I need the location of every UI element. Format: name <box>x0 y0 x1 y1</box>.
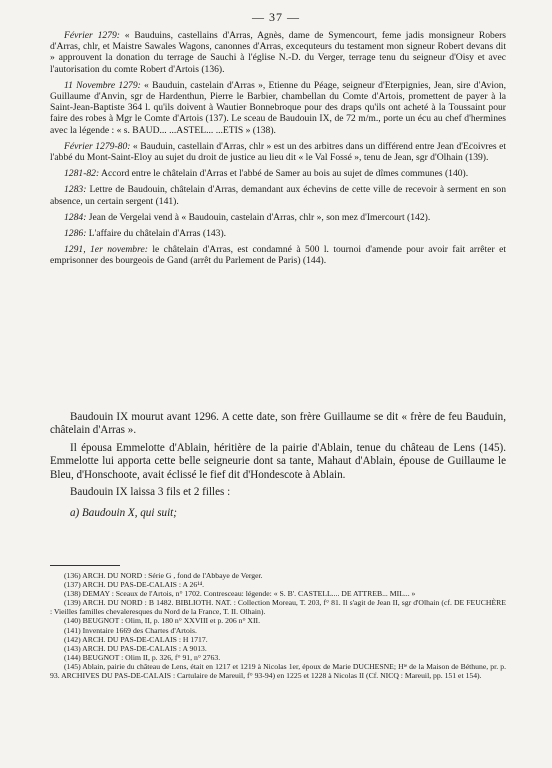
paragraph-death: Baudouin IX mourut avant 1296. A cette date, son frère Guillaume se dit « frère de feu Bauduin, châtelain d'Arras ». <box>50 411 506 437</box>
entry-1279-fevrier <box>50 30 506 75</box>
entry-date: 11 Novembre 1279: <box>64 79 141 91</box>
paragraph-marriage: Il épousa Emmelotte d'Ablain, héritière de la pairie d'Ablain, tenue du château de Lens (145). Emmelotte lui apporta cette belle seigneurie dont sa tante, Mahaut d'Ablain, épouse de Guillaume le Bleu, d'Honschoote, avait éclissé le fief dit d'Hondescote à Ablain. <box>50 441 506 481</box>
entry-1279-novembre <box>50 80 506 136</box>
entry-1284 <box>50 212 506 223</box>
entry-1281-82 <box>50 168 506 179</box>
page-number: — 37 — <box>252 10 300 24</box>
entry-text: L'affaire du châtelain d'Arras (143). <box>86 228 227 240</box>
chronicle-entries <box>50 30 506 272</box>
entry-date: 1283: <box>64 184 87 196</box>
entry-date: 1284: <box>64 211 87 223</box>
footnote-142: (142) ARCH. DU PAS-DE-CALAIS : H 1717. <box>64 634 208 644</box>
entry-date: 1286: <box>64 228 87 240</box>
entry-text: « Bauduin, castellain d'Arras, chlr » est un des arbitres dans un différend entre Jean d'Ecoivres et l'abbé du Mont-Saint-Eloy au sujet du droit de justice au lieu dit « le Val Fossé », tenu de Jean, sgr d'Olhain (139). <box>50 140 506 164</box>
entry-text: le châtelain d'Arras, est condamné à 500 l. tournoi d'amende pour avoir fait arrêter et emprisonner des bourgeois de Gand (arrêt du Parlement de Paris) (144). <box>50 244 506 267</box>
footnote-138: (138) DEMAY : Sceaux de l'Artois, n° 1702. Contresceau: légende: « S. B'. CASTELL.... DE ATTREB... MIL... » <box>64 589 416 599</box>
footnote-141: (141) Inventaire 1669 des Chartes d'Artois. <box>64 625 197 635</box>
footnotes <box>50 571 506 680</box>
footnote-137: (137) ARCH. DU PAS-DE-CALAIS : A 26¹⁴. <box>64 580 205 590</box>
entry-1291 <box>50 244 506 266</box>
entry-date: 1291, 1er novembre: <box>64 244 148 256</box>
entry-1279-80 <box>50 141 506 163</box>
paragraph-heir: a) Baudouin X, qui suit; <box>70 507 177 520</box>
footnote-143: (143) ARCH. DU PAS-DE-CALAIS : A 9013. <box>64 643 207 653</box>
entry-text: Lettre de Baudouin, châtelain d'Arras, demandant aux échevins de cette ville de recevoir à serment en son absence, un certain sergent (141). <box>50 184 506 207</box>
entry-1286 <box>50 228 506 239</box>
entry-date: Février 1279-80: <box>64 140 131 152</box>
main-narrative <box>50 411 506 525</box>
entry-text: « Bauduin, castelain d'Arras », Etienne du Péage, seigneur d'Eterpignies, Jean, sire d'Avion, Guillaume d'Anvin, sgr de Hardenthun, Pierre le Barbier, chambellan du Comte d'Artois, promettent de payer à la Saint-Jean-Baptiste 364 l. qu'ils doivent à Wautier Bonnebroque pour des draps qu'ils ont acheté à la Toussaint pour faire des robes à Mgr le Comte d'Artois (137). Le sceau de Baudouin IX, de 72 m/m., porte un écu au chef d'hermines avec la légende : « s. BAUD... ...ASTEL... ...ETIS » (138). <box>50 79 506 136</box>
footnote-145: (145) Ablain, pairie du château de Lens, était en 1217 et 1219 à Nicolas 1er, époux de Marie DUCHESNE; Hᵗᵉ de la Maison de Béthune, pr. p. 93. ARCHIVES DU PAS-DE-CALAIS : Cartulaire de Mareuil, f° 93-94) en 1225 et 1228 à Nicolas II (Cf. NICQ : Mareuil, pp. 151 et 154). <box>50 661 506 681</box>
footnote-144: (144) BEUGNOT : Olim II, p. 326, f° 91, n° 2763. <box>64 652 221 662</box>
footnote-divider <box>50 565 120 566</box>
paragraph-children: Baudouin IX laissa 3 fils et 2 filles : <box>70 486 231 499</box>
footnote-139: (139) ARCH. DU NORD : B 1482. BIBLIOTH. NAT. : Collection Moreau, T. 203, f° 81. Il s'agit de Jean II, sgr d'Olhain (cf. DE FEUCHÈRE : Vieilles familles chevaleresques du Nord de la France, T. II. Olhain). <box>50 598 506 617</box>
entry-1283 <box>50 184 506 206</box>
footnote-136: (136) ARCH. DU NORD : Série G , fond de l'Abbaye de Verger. <box>64 571 263 580</box>
entry-text: « Bauduins, castellains d'Arras, Agnès, dame de Symencourt, feme jadis monsigneur Robers d'Arras, chlr, et Maistre Sawales Wagons, canonnes d'Arras, excequteurs du testament mon signeur Robert devans dit » approuvent la donation du terrage de Sauchi à l'église N.-D. du Verger, terrage tenu du seigneur d'Oisy et avec l'autorisation du comte Robert d'Artois (136). <box>50 30 506 75</box>
entry-date: 1281-82: <box>64 168 100 180</box>
entry-text: Jean de Vergelai vend à « Baudouin, castelain d'Arras, chlr », son mez d'Imercourt (142). <box>86 211 431 223</box>
entry-date: Février 1279: <box>64 30 120 41</box>
entry-text: Accord entre le châtelain d'Arras et l'abbé de Samer au bois au sujet de dîmes communes (140). <box>99 168 469 180</box>
footnote-140: (140) BEUGNOT : Olim, II, p. 180 n° XXVIII et p. 206 n° XII. <box>64 616 261 626</box>
